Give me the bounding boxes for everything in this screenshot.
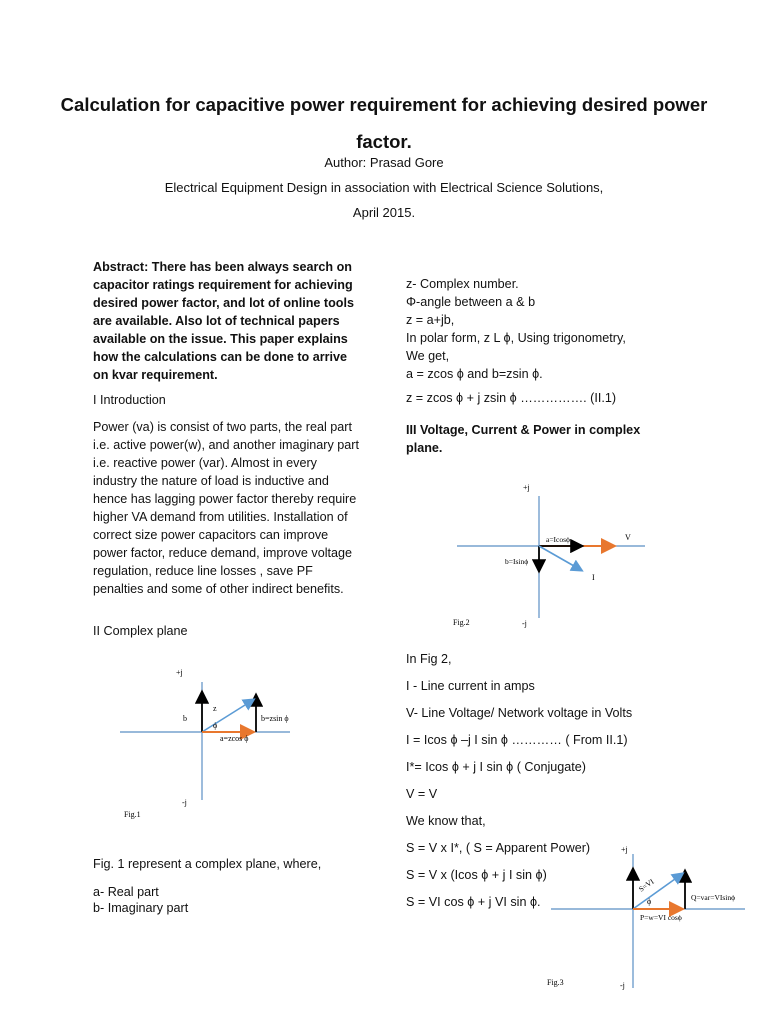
text-line: I - Line current in amps: [406, 679, 535, 693]
fig3-label-svi: S=VI: [636, 876, 656, 894]
section-intro-heading: I Introduction: [93, 393, 166, 407]
def-line: a = zcos ϕ and b=zsin ϕ.: [406, 367, 543, 381]
fig1-minus-j: -j: [182, 798, 187, 807]
fig2-i-arrow: [539, 546, 581, 570]
text-line: In Fig 2,: [406, 652, 452, 666]
def-line: z = a+jb,: [406, 313, 455, 327]
def-line: We get,: [406, 349, 450, 363]
def-imaginary-part: b- Imaginary part: [93, 901, 189, 915]
fig1-caption: Fig.1: [124, 810, 141, 819]
text-line: S = VI cos ϕ + j VI sin ϕ.: [406, 895, 541, 909]
fig3-label-phi: ϕ: [647, 897, 652, 906]
text-line: S = V x (Icos ϕ + j I sin ϕ): [406, 868, 547, 882]
author-line: Author: Prasad Gore: [324, 155, 444, 170]
def-line: In polar form, z L ϕ, Using trigonometry,: [406, 331, 626, 345]
text-line: V- Line Voltage/ Network voltage in Volts: [406, 706, 633, 720]
fig2-label-isin: b=Isinϕ: [505, 557, 529, 566]
text-line: I*= Icos ϕ + j I sin ϕ ( Conjugate): [406, 760, 587, 774]
def-real-part: a- Real part: [93, 885, 159, 899]
section-complex-plane-heading: II Complex plane: [93, 624, 188, 638]
fig3-plus-j: +j: [621, 845, 628, 854]
fig2-plus-j: +j: [523, 483, 530, 492]
fig1-label-bzsin: b=zsin ϕ: [261, 714, 289, 723]
fig3-minus-j: -j: [620, 981, 625, 990]
fig3-label-p: P=w=VI cosϕ: [640, 913, 682, 922]
fig1-z-arrow: [202, 700, 253, 732]
fig1-label-azcos: a=zcos ϕ: [220, 734, 249, 743]
abstract-paragraph: Abstract: There has been always search on capacitor ratings requirement for achieving desired power factor, and lot of online tools are available. Also lot of technical papers available on the issue. This paper explains how the calculations can be done to arrive on kvar requirement.: [93, 260, 354, 382]
affiliation-line: Electrical Equipment Design in association with Electrical Science Solutions,: [164, 180, 604, 195]
date-line: April 2015.: [352, 205, 416, 220]
fig1-label-b: b: [183, 714, 187, 723]
fig2-label-v: V: [625, 533, 631, 542]
fig3-caption: Fig.3: [547, 978, 564, 987]
figure-1-complex-plane: [110, 660, 310, 825]
figure-2-vi-plane: [445, 478, 655, 633]
text-line: We know that,: [406, 814, 486, 828]
equation-ii1: z = zcos ϕ + j zsin ϕ ……………. (II.1): [406, 391, 617, 405]
right-definitions: [406, 275, 706, 383]
fig2-label-i: I: [592, 573, 595, 582]
fig2-minus-j: -j: [522, 619, 527, 628]
def-line: z- Complex number.: [406, 277, 519, 291]
fig1-label-phi: ϕ: [213, 721, 218, 730]
text-line: V = V: [406, 787, 438, 801]
fig1-plus-j: +j: [176, 668, 183, 677]
fig2-caption: Fig.2: [453, 618, 470, 627]
intro-paragraph: Power (va) is consist of two parts, the real part i.e. active power(w), and another imaginary part i.e. reactive power (var). Almost in every industry the nature of load is inductive and hence has lagging power factor thereby require higher VA demand from utilities. Installation of correct size power capacitors can improve power factor, reduce demand, improve voltage regulation, reduce line losses , save PF penalties and some of other indirect benefits.: [93, 420, 359, 596]
text-line: S = V x I*, ( S = Apparent Power): [406, 841, 591, 855]
text-line: I = Icos ϕ –j I sin ϕ ………… ( From II.1): [406, 733, 628, 747]
fig2-label-icos: a=Icosϕ: [546, 535, 571, 544]
def-line: Φ-angle between a & b: [406, 295, 536, 309]
paper-title: Calculation for capacitive power requirement for achieving desired power factor.: [60, 94, 708, 152]
figure-3-power-triangle: [545, 840, 755, 995]
fig1-label-z: z: [213, 704, 217, 713]
fig1-description: Fig. 1 represent a complex plane, where,: [93, 857, 322, 871]
fig3-label-q: Q=var=VIsinϕ: [691, 893, 736, 902]
section-3-heading: III Voltage, Current & Power in complex plane.: [406, 423, 641, 455]
